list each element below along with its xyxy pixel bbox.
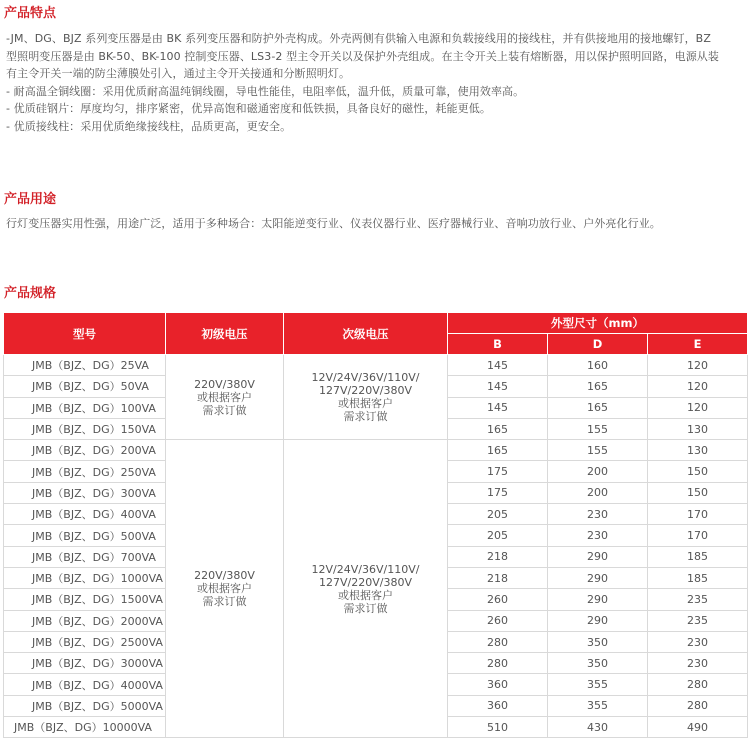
b-cell: 260 [448, 610, 548, 631]
usage-line: 行灯变压器实用性强，用途广泛，适用于多种场合：太阳能逆变行业、仪表仪器行业、医疗器械行业、音响功放行业、户外亮化行业。 [6, 217, 661, 230]
voltage-text: 需求订做 [343, 601, 388, 615]
e-cell: 490 [648, 717, 748, 738]
d-cell: 155 [548, 440, 648, 461]
voltage-text: 127V/220V/380V [319, 384, 412, 398]
d-cell: 230 [548, 504, 648, 525]
model-cell: JMB（BJZ、DG）50VA [4, 376, 166, 397]
e-cell: 280 [648, 695, 748, 716]
d-cell: 290 [548, 610, 648, 631]
header-b: B [448, 334, 548, 355]
usage-title: 产品用途 [4, 192, 57, 207]
b-cell: 280 [448, 653, 548, 674]
e-cell: 170 [648, 525, 748, 546]
model-cell: JMB（BJZ、DG）5000VA [4, 695, 166, 716]
features-line: -JM、DG、BJZ 系列变压器是由 BK 系列变压器和防护外壳构成。外壳两侧有供输入电源和负载接线用的接线柱，并有供接地用的接地螺钉，BZ [6, 32, 711, 45]
table-row [4, 355, 748, 376]
b-cell: 175 [448, 482, 548, 503]
d-cell: 200 [548, 482, 648, 503]
b-cell: 145 [448, 397, 548, 418]
spec-title: 产品规格 [4, 286, 57, 301]
features-title: 产品特点 [4, 6, 57, 21]
d-cell: 200 [548, 461, 648, 482]
b-cell: 145 [448, 355, 548, 376]
features-line: - 耐高温全铜线圈：采用优质耐高温纯铜线圈，导电性能佳，电阻率低，温升低，质量可靠，使用效率高。 [6, 84, 525, 98]
e-cell: 235 [648, 589, 748, 610]
model-cell: JMB（BJZ、DG）2500VA [4, 631, 166, 652]
header-e: E [648, 334, 748, 355]
e-cell: 230 [648, 631, 748, 652]
model-cell: JMB（BJZ、DG）10000VA [4, 717, 166, 738]
voltage-text: 或根据客户 [197, 390, 252, 404]
model-cell: JMB（BJZ、DG）4000VA [4, 674, 166, 695]
voltage-text: 或根据客户 [338, 588, 393, 602]
b-cell: 145 [448, 376, 548, 397]
e-cell: 120 [648, 397, 748, 418]
d-cell: 350 [548, 631, 648, 652]
model-cell: JMB（BJZ、DG）500VA [4, 525, 166, 546]
model-cell: JMB（BJZ、DG）25VA [4, 355, 166, 376]
model-cell: JMB（BJZ、DG）3000VA [4, 653, 166, 674]
features-line: - 优质硅钢片：厚度均匀，排序紧密，优异高饱和磁通密度和低铁损，具备良好的磁性，耗能更低。 [6, 102, 491, 115]
voltage-text: 220V/380V [194, 569, 255, 583]
b-cell: 360 [448, 695, 548, 716]
header-dimensions: 外型尺寸（mm） [448, 313, 748, 334]
e-cell: 130 [648, 418, 748, 439]
secondary-voltage-cell [284, 355, 448, 440]
d-cell: 355 [548, 695, 648, 716]
e-cell: 120 [648, 355, 748, 376]
b-cell: 260 [448, 589, 548, 610]
e-cell: 150 [648, 482, 748, 503]
voltage-text: 或根据客户 [338, 397, 393, 411]
spec-table [3, 312, 748, 738]
e-cell: 185 [648, 567, 748, 588]
voltage-text: 需求订做 [343, 410, 388, 424]
features-line: 型照明变压器是由 BK-50、BK-100 控制变压器、LS3-2 型主令开关以及保护外壳组成。在主令开关上装有熔断器，用以保护照明回路，电源从装 [6, 49, 720, 63]
b-cell: 175 [448, 461, 548, 482]
model-cell: JMB（BJZ、DG）400VA [4, 504, 166, 525]
model-cell: JMB（BJZ、DG）150VA [4, 418, 166, 439]
secondary-voltage-cell [284, 440, 448, 738]
d-cell: 430 [548, 717, 648, 738]
voltage-text: 127V/220V/380V [319, 575, 412, 589]
b-cell: 510 [448, 717, 548, 738]
e-cell: 185 [648, 546, 748, 567]
primary-voltage-cell [166, 440, 284, 738]
voltage-text: 需求订做 [202, 595, 247, 609]
d-cell: 355 [548, 674, 648, 695]
features-line: 有主令开关一端的防尘薄膜处引入，通过主令开关接通和分断照明灯。 [6, 67, 351, 80]
b-cell: 165 [448, 418, 548, 439]
voltage-text: 需求订做 [202, 403, 247, 417]
model-cell: JMB（BJZ、DG）1500VA [4, 589, 166, 610]
e-cell: 280 [648, 674, 748, 695]
voltage-text: 或根据客户 [197, 582, 252, 596]
e-cell: 130 [648, 440, 748, 461]
d-cell: 290 [548, 589, 648, 610]
usage-text [6, 215, 744, 233]
features-text [6, 30, 744, 135]
header-primary-voltage: 初级电压 [166, 313, 284, 355]
e-cell: 230 [648, 653, 748, 674]
d-cell: 290 [548, 546, 648, 567]
e-cell: 170 [648, 504, 748, 525]
model-cell: JMB（BJZ、DG）250VA [4, 461, 166, 482]
voltage-text: 220V/380V [194, 377, 255, 391]
b-cell: 165 [448, 440, 548, 461]
table-row [4, 440, 748, 461]
d-cell: 165 [548, 397, 648, 418]
e-cell: 120 [648, 376, 748, 397]
d-cell: 290 [548, 567, 648, 588]
b-cell: 280 [448, 631, 548, 652]
primary-voltage-cell [166, 355, 284, 440]
model-cell: JMB（BJZ、DG）200VA [4, 440, 166, 461]
model-cell: JMB（BJZ、DG）700VA [4, 546, 166, 567]
d-cell: 230 [548, 525, 648, 546]
header-model: 型号 [4, 313, 166, 355]
e-cell: 150 [648, 461, 748, 482]
header-secondary-voltage: 次级电压 [284, 313, 448, 355]
d-cell: 350 [548, 653, 648, 674]
b-cell: 205 [448, 525, 548, 546]
d-cell: 160 [548, 355, 648, 376]
d-cell: 165 [548, 376, 648, 397]
b-cell: 360 [448, 674, 548, 695]
voltage-text: 12V/24V/36V/110V/ [311, 562, 420, 576]
b-cell: 218 [448, 546, 548, 567]
e-cell: 235 [648, 610, 748, 631]
d-cell: 155 [548, 418, 648, 439]
voltage-text: 12V/24V/36V/110V/ [311, 371, 420, 385]
model-cell: JMB（BJZ、DG）100VA [4, 397, 166, 418]
b-cell: 205 [448, 504, 548, 525]
model-cell: JMB（BJZ、DG）300VA [4, 482, 166, 503]
model-cell: JMB（BJZ、DG）2000VA [4, 610, 166, 631]
b-cell: 218 [448, 567, 548, 588]
model-cell: JMB（BJZ、DG）1000VA [4, 567, 166, 588]
header-d: D [548, 334, 648, 355]
features-line: - 优质接线柱：采用优质绝缘接线柱，品质更高，更安全。 [6, 119, 292, 133]
